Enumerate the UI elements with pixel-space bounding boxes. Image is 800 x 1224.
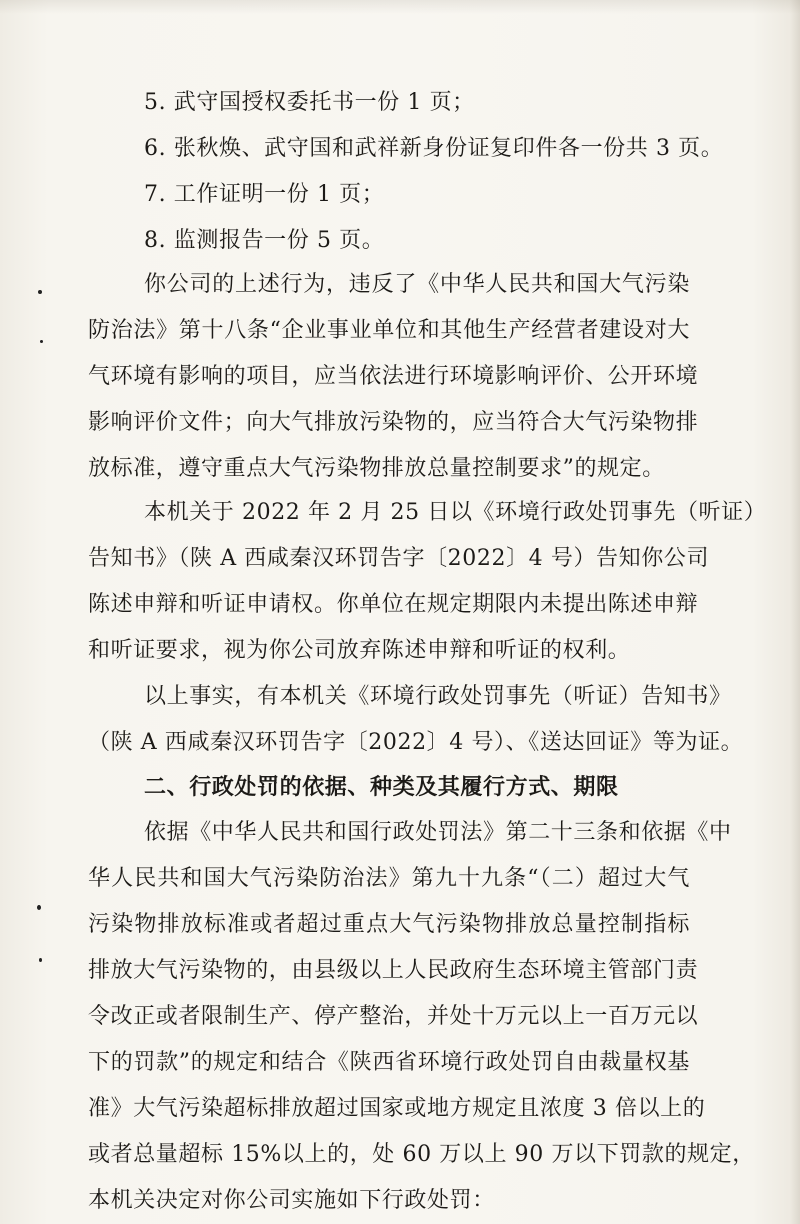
attachment-item-7: 7. 工作证明一份 1 页； <box>144 182 385 207</box>
paragraph-line: （陕 A 西咸秦汉环罚告字〔2022〕4 号）、《送达回证》等为证。 <box>88 730 744 755</box>
paragraph-line: 污染物排放标准或者超过重点大气污染物排放总量控制指标 <box>88 912 690 937</box>
paragraph-line: 防治法》第十八条“企业事业单位和其他生产经营者建设对大 <box>88 318 690 343</box>
section-heading: 二、行政处罚的依据、种类及其履行方式、期限 <box>144 774 619 800</box>
paragraph-line: 本机关于 2022 年 2 月 25 日以《环境行政处罚事先（听证） <box>144 500 767 525</box>
paragraph-line: 以上事实，有本机关《环境行政处罚事先（听证）告知书》 <box>144 684 732 709</box>
scan-speck <box>40 340 43 343</box>
paragraph-line: 华人民共和国大气污染防治法》第九十九条“（二）超过大气 <box>88 866 690 891</box>
paragraph-line: 气环境有影响的项目，应当依法进行环境影响评价、公开环境 <box>88 364 699 389</box>
paragraph-line: 或者总量超标 15%以上的，处 60 万以上 90 万以下罚款的规定， <box>88 1142 755 1167</box>
paragraph-line: 排放大气污染物的，由县级以上人民政府生态环境主管部门责 <box>88 958 699 983</box>
paragraph-line: 本机关决定对你公司实施如下行政处罚： <box>88 1188 495 1213</box>
scan-top-shadow <box>0 0 800 14</box>
scan-speck <box>39 958 42 962</box>
paragraph-line: 放标准，遵守重点大气污染物排放总量控制要求”的规定。 <box>88 456 665 481</box>
scan-speck <box>37 905 41 910</box>
paragraph-line: 陈述申辩和听证申请权。你单位在规定期限内未提出陈述申辩 <box>88 592 699 617</box>
paragraph-line: 下的罚款”的规定和结合《陕西省环境行政处罚自由裁量权基 <box>88 1050 690 1075</box>
paragraph-line: 你公司的上述行为，违反了《中华人民共和国大气污染 <box>144 272 690 297</box>
scan-right-edge-shadow <box>790 0 800 1224</box>
paragraph-line: 和听证要求，视为你公司放弃陈述申辩和听证的权利。 <box>88 638 631 663</box>
attachment-item-8: 8. 监测报告一份 5 页。 <box>144 228 385 253</box>
paragraph-line: 依据《中华人民共和国行政处罚法》第二十三条和依据《中 <box>144 820 732 845</box>
paragraph-line: 影响评价文件；向大气排放污染物的，应当符合大气污染物排 <box>88 410 699 435</box>
paragraph-line: 告知书》（陕 A 西咸秦汉环罚告字〔2022〕4 号）告知你公司 <box>88 546 710 571</box>
paragraph-line: 令改正或者限制生产、停产整治，并处十万元以上一百万元以 <box>88 1004 699 1029</box>
attachment-item-5: 5. 武守国授权委托书一份 1 页； <box>144 90 475 115</box>
paragraph-line: 准》大气污染超标排放超过国家或地方规定且浓度 3 倍以上的 <box>88 1096 706 1121</box>
attachment-item-6: 6. 张秋焕、武守国和武祥新身份证复印件各一份共 3 页。 <box>144 136 724 161</box>
scan-speck <box>38 290 42 294</box>
